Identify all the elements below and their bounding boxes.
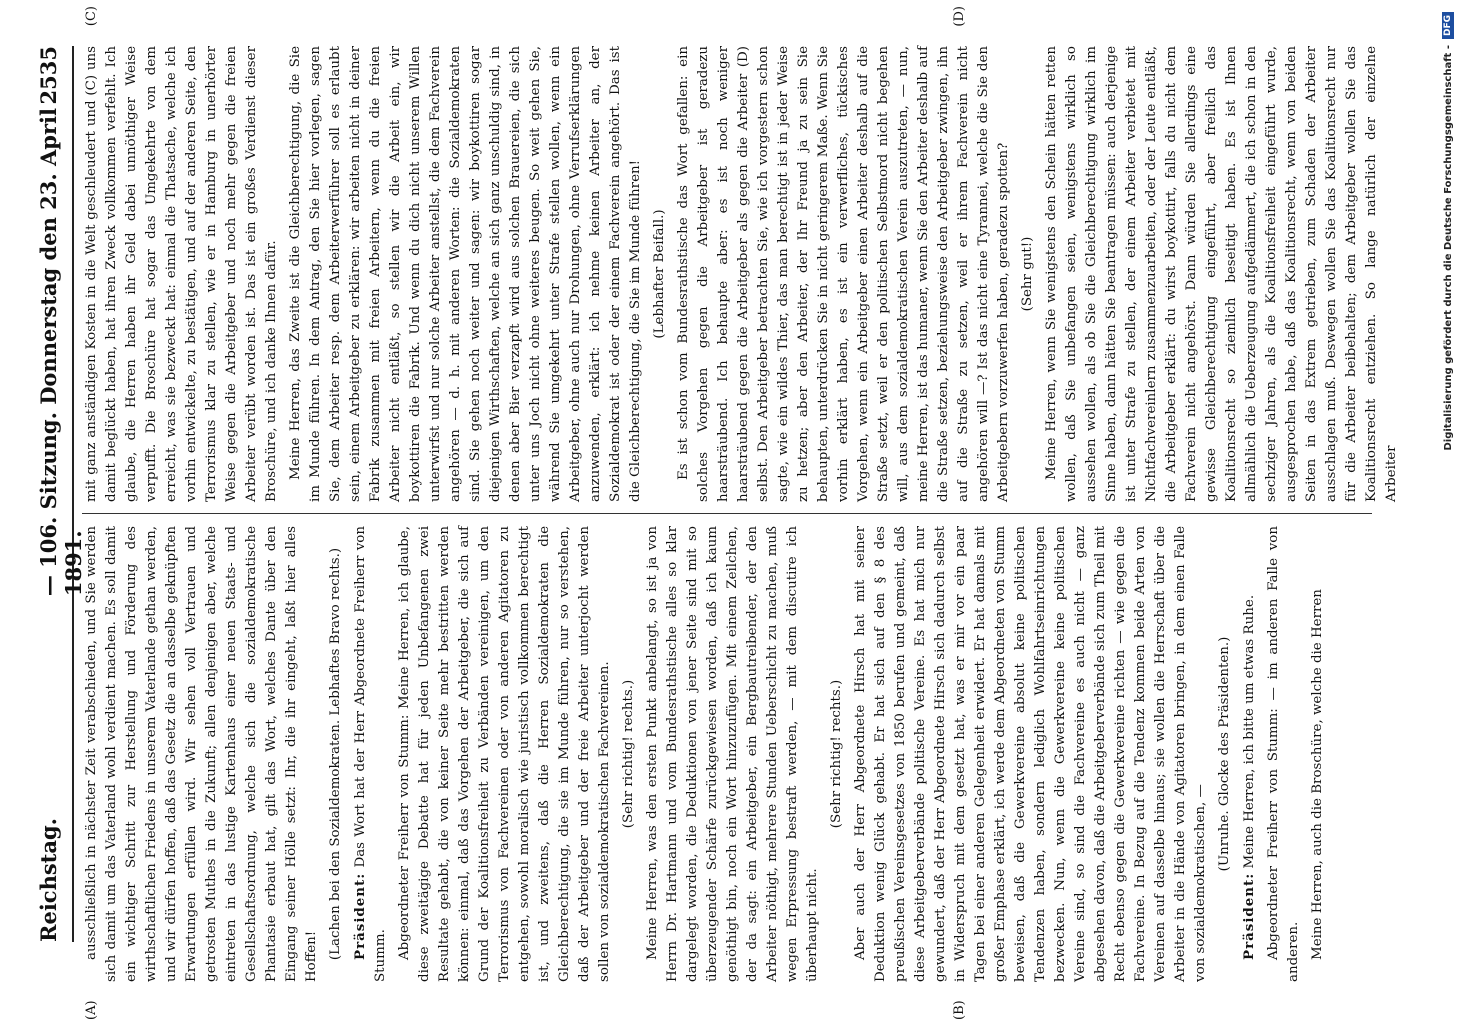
paragraph: Meine Herren, auch die Broschüre, welche die Herren (1310, 589, 1325, 960)
page-header (36, 46, 86, 942)
speaker-paragraph (1239, 526, 1260, 982)
stage-direction: (Lachen bei den Sozialdemokraten. Lebhaftes Bravo rechts.) (328, 547, 343, 961)
dfg-logo: DFG (1442, 12, 1454, 39)
speaker-paragraph (350, 526, 391, 982)
speaker-name: Präsident: (1241, 872, 1257, 960)
speaker-text: Das Wort hat der Herr Abgeordnete Freiherr von Stumm. (353, 526, 388, 982)
paragraph: Es ist schon vom Bundesrathstische das Wort gefallen: ein solches Vorgehen gegen die Arbeitgeber ist geradezu haarsträubend. Ich behaupte aber: es ist noch weniger haarsträubend gegen die Arbeitgeber als gegen die Arbeiter (D) selbst. Den Arbeitgeber betrachten Sie, wie ich vorgestern schon sagte, wie ein wildes Thier, das man berechtigt ist in jeder Weise zu hetzen; aber den Arbeiter, der Ihr Freund ja zu sein Sie behaupten, unterdrücken Sie in nicht geringerem Maße. Wenn Sie vorhin erklärt haben, es ist ein verwerfliches, tückisches Vorgehen, wenn ein Arbeitgeber einen Arbeiter deshalb auf die Straße setzt, weil er den politischen Selbstmord nicht begehen will, aus dem sozialdemokratischen Verein auszutreten, — nun, meine Herren, ist das humaner, wenn Sie den Arbeiter deshalb auf die Straße setzen, beziehungsweise den Arbeitgeber zwingen, ihn auf die Straße zu setzen, weil er ihrem Fachverein nicht angehören will —? Ist das nicht eine Tyrannei, welche die Sie den Arbeitgebern vorzuwerfen haben, geradezu spotten? (676, 46, 1011, 502)
stage-direction: (Sehr richtig! rechts.) (621, 679, 636, 829)
paragraph: Meine Herren, wenn Sie wenigstens den Schein hätten retten wollen, daß Sie unbefangen seien, wenigstens wirklich so aussehen wollen, als ob Sie die Gleichberechtigung wirklich im Sinne haben, dann hätten Sie beantragen müssen: auch derjenige ist unter Strafe zu stellen, der einem Arbeiter verbietet mit Nichtfachvereinlern zusammenzuarbeiten, oder der Leute entläßt, die Arbeitgeber erklärt: du wirst boykottirt, falls du nicht dem Fachverein nicht angehörst. Dann würden Sie allerdings eine gewisse Gleichberechtigung eingeführt, aber freilich das Koalitionsrecht so ziemlich beseitigt haben. Es ist Ihnen allmählich die Ueberzeugung aufgedämmert, die ich schon in den sechziger Jahren, als die Koalitionsfreiheit eingeführt wurde, ausgesprochen habe, daß das Koalitionsrecht, wenn von beiden Seiten in das Extrem getrieben, zum Schaden der Arbeiter ausschlagen muß. Deswegen wollen Sie das Koalitionsrecht nur für die Arbeiter beibehalten; dem Arbeitgeber wollen Sie das Koalitionsrecht entziehen. So lange natürlich der einzelne Arbeiter (1044, 46, 1399, 502)
speaker-text: Meine Herren, ich bitte um etwas Ruhe. (1242, 594, 1257, 869)
paragraph: ausschließlich in nächster Zeit verabschieden, und Sie werden sich damit um das Vaterland wohl verdient machen. Es soll damit ein wichtiger Schritt zur Herstellung und Förderung des wirthschaftlichen Friedens in unserem Vaterlande gethan werden, und wir dürfen hoffen, daß das Gesetz die an dasselbe geknüpften Erwartungen erfüllen wird. Wir sehen voll Vertrauen und getrosten Muthes in die Zukunft; allen denjenigen aber, welche eintreten in das lustige Kartenhaus einer neuen Staats- und Gesellschaftsordnung, welche sich die sozialdemokratische Phantasie erbaut hat, gilt das Wort, welches Dante über den Eingang seiner Hölle setzt: Ihr, die ihr eingeht, laßt hier alles Hoffen! (84, 526, 319, 982)
page-number: 2535 (36, 46, 61, 105)
stage-direction: (Sehr gut!) (1020, 236, 1035, 312)
left-column (82, 526, 1372, 1020)
dfg-credit-text: Digitalisierung gefördert durch die Deutsche Forschungsgemeinschaft - (1442, 45, 1454, 451)
paragraph: Meine Herren, das Zweite ist die Gleichberechtigung, die Sie im Munde führen. In dem Antrag, den Sie hier vorlegen, sagen Sie, dem Arbeiter resp. dem Arbeiterwerführer soll es erlaubt sein, einem Arbeitgeber zu erklären: wir arbeiten nicht in deiner Fabrik zusammen mit freien Arbeitern, wenn du die freien Arbeiter nicht entläßt, so stellen wir die Arbeit ein, wir boykottiren die Fabrik. Und wenn du dich nicht unserem Willen unterwirfst und nur solche Arbeiter anstellst, die dem Fachverein angehören — d. h. mit anderen Worten: die Sozialdemokraten sind. Sie gehen noch weiter und sagen: wir boykottiren sogar diejenigen Wirthschaften, welche an sich ganz unschuldig sind, in denen aber Bier verzapft wird aus solchen Brauereien, die sich unter uns Joch nicht ohne weiteres beugen. So weit gehen Sie, während Sie umgekehrt unter Strafe stellen wollen, wenn ein Arbeitgeber, ohne auch nur Drohungen, ohne Verrufserklärungen anzuwenden, erklärt: ich nehme keinen Arbeiter an, der Sozialdemokrat ist oder der einem Fachverein angehört. Das ist die Gleichberechtigung, die Sie im Munde führen! (288, 46, 643, 502)
text-columns (82, 6, 1399, 1020)
header-reichstag: Reichstag. (36, 818, 61, 942)
marker-d: (D) (952, 6, 967, 27)
speaker-name: Präsident: (352, 872, 368, 960)
stage-direction: (Sehr richtig! rechts.) (829, 679, 844, 829)
stage-direction: (Lebhafter Beifall.) (652, 209, 667, 339)
marker-b: (B) (952, 1000, 967, 1020)
column-separator (82, 513, 1372, 514)
right-column (82, 6, 1399, 502)
header-session-date: — 106. Sitzung. Donnerstag den 23. April 1891. (36, 108, 86, 597)
stage-direction: (Unruhe. Glocke des Präsidenten.) (1217, 636, 1232, 872)
marker-a: (A) (84, 1000, 99, 1020)
paragraph: Abgeordneter Freiherr von Stumm: — im anderen Falle von anderen. (1266, 526, 1301, 982)
dfg-credit-strip (1400, 0, 1454, 1000)
paragraph: Meine Herren, was den ersten Punkt anbelangt, so ist ja von Herrn Dr. Hartmann und vom Bundesrathstische alles so klar dargelegt worden, die Deduktionen von jener Seite sind mit so überzeugender Schärfe zurückgewiesen worden, daß ich kaum genöthigt bin, noch ein Wort hinzuzufügen. Mit einem Zeilchen, der da sagt: ein Arbeitgeber, ein Bergbautreibender, der den Arbeiter nöthigt, mehrere Stunden Ueberschicht zu machen, muß wegen Erpressung bestraft werden, — mit dem discutire ich überhaupt nicht. (645, 526, 820, 982)
paragraph: Aber auch der Herr Abgeordnete Hirsch hat mit seiner Deduktion wenig Glück gehabt. Er hat sich auf den § 8 des preußischen Vereinsgesetzes von 1850 berufen und gemeint, daß diese Arbeitgeberverbände politische Vereine. Es hat mich nur gewundert, daß der Herr Abgeordnete Hirsch sich dadurch selbst in Widerspruch mit dem gesetzt hat, was er mir vor ein paar Tagen bei einer anderen Gelegenheit erwidert. Er hat damals mit großer Emphase erklärt, ich werde dem Abgeordneten von Stumm beweisen, daß die Gewerkvereine absolut keine politischen Tendenzen haben, sondern lediglich Wohlfahrtseinrichtungen bezwecken. Nun, wenn die Gewerkvereine keine politischen Vereine sind, so sind die Fachvereine es auch nicht — ganz abgesehen davon, daß die Arbeitgeberverbände sich zum Theil mit Recht ebenso gegen die Gewerkvereine richten — wie gegen die Fachvereine. In Bezug auf die Tendenz kommen beide Arten von Vereinen auf dasselbe hinaus; sie wollen die Herrschaft über die Arbeiter in die Hände von Agitatoren bringen, in dem einen Falle von sozialdemokratischen, — (853, 526, 1208, 982)
marker-c: (C) (84, 6, 99, 27)
paragraph: Abgeordneter Freiherr von Stumm: Meine Herren, ich glaube, diese zweitägige Debatte hat für jeden Unbefangenen zwei Resultate gehabt, die von keiner Seite mehr bestritten werden können: einmal, daß das Vorgehen der Arbeitgeber, die sich auf Grund der Koalitionsfreiheit zu Verbänden vereinigen, um den Terrorismus von Fachvereinen oder von anderen Agitatoren zu entgehen, sowohl moralisch wie juristisch vollkommen berechtigt ist, und zweitens, daß die Herren Sozialdemokraten die Gleichberechtigung, die sie im Munde führen, nur so verstehen, daß der Arbeitgeber und der freie Arbeiter unterjocht werden sollen von sozialdemokratischen Fachvereinen. (397, 526, 612, 982)
paragraph: mit ganz anständigen Kosten in die Welt geschleudert und (C) uns damit beglückt haben, hat ihren Zweck vollkommen verfehlt. Ich glaube, die Herren haben ihr Geld dabei unnöthiger Weise verpufft. Die Broschüre hat sogar das Umgekehrte von dem erreicht, was sie bezweckt hat: einmal die Thatsache, welche ich vorhin entwickelte, zu bestätigen, und auf der anderen Seite, den Terrorismus klar zu stellen, wie er in Hamburg in unerhörter Weise gegen die Arbeitgeber und noch mehr gegen die freien Arbeiter verübt worden ist. Das ist ein großes Verdienst dieser Broschüre, und ich danke Ihnen dafür. (84, 46, 279, 502)
